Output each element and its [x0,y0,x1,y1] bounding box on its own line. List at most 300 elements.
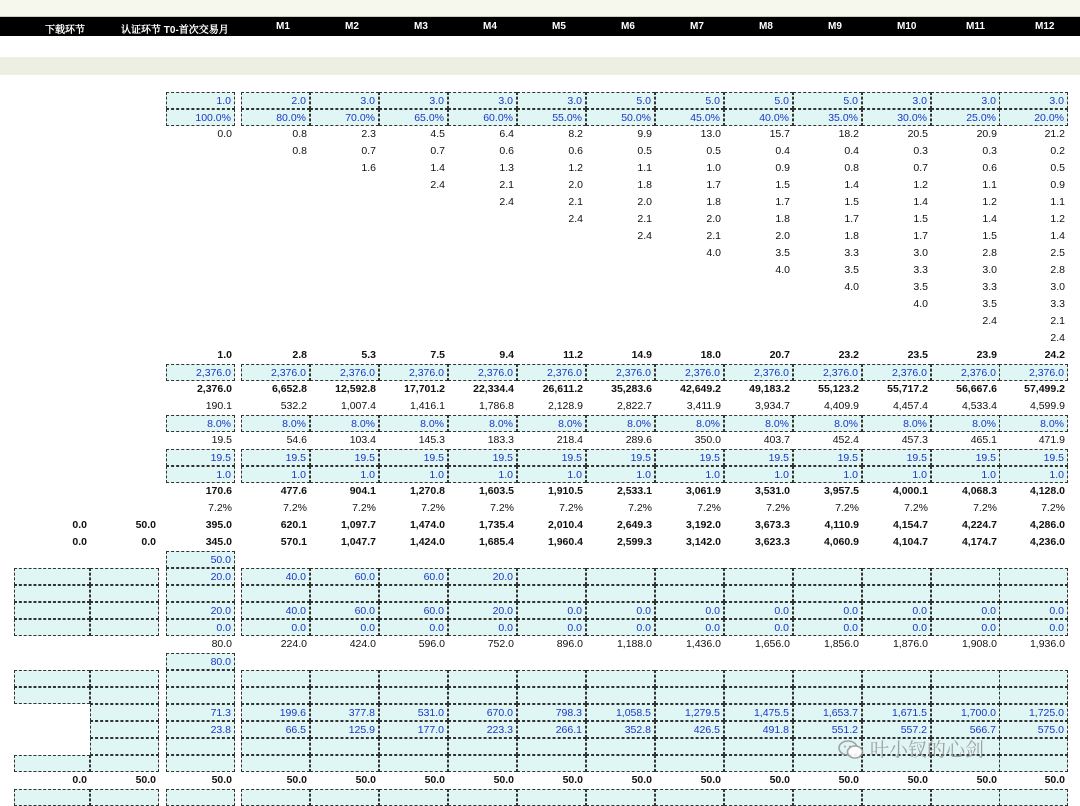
value-cell: 2.3 [361,128,376,140]
value-cell: 1,876.0 [892,638,928,650]
value-cell: 4,599.9 [1029,400,1065,412]
input-cell[interactable]: 8.0% [931,415,1000,432]
value-cell: 1.1 [1050,196,1065,208]
value-cell: 57,499.2 [1024,383,1065,395]
input-cell[interactable]: 566.7 [931,721,1000,738]
input-cell[interactable] [379,687,448,704]
input-cell[interactable] [724,755,793,772]
input-cell[interactable]: 0.0 [931,602,1000,619]
input-cell[interactable] [90,755,159,772]
value-cell: 145.3 [418,434,445,446]
input-cell[interactable] [793,687,862,704]
input-cell[interactable]: 670.0 [448,704,517,721]
value-cell: 1,047.7 [340,536,376,548]
input-cell[interactable]: 1,475.5 [724,704,793,721]
input-cell[interactable] [14,585,90,602]
input-cell[interactable] [724,738,793,755]
input-cell[interactable]: 55.0% [517,109,586,126]
input-cell[interactable]: 491.8 [724,721,793,738]
value-cell: 2.4 [430,179,445,191]
input-cell[interactable] [310,687,379,704]
input-cell[interactable]: 19.5 [586,449,655,466]
value-cell: 1,856.0 [823,638,859,650]
input-cell[interactable] [724,568,793,585]
input-cell[interactable]: 8.0% [241,415,310,432]
input-cell[interactable]: 0.0 [655,602,724,619]
input-cell[interactable] [90,602,159,619]
input-cell[interactable]: 531.0 [379,704,448,721]
input-cell[interactable]: 3.0 [517,92,586,109]
input-cell[interactable]: 575.0 [999,721,1068,738]
value-cell: 7.2% [490,502,514,514]
input-cell[interactable]: 2,376.0 [655,364,724,381]
input-cell[interactable] [166,585,235,602]
value-cell: 1.4 [1050,230,1065,242]
input-cell[interactable] [448,755,517,772]
input-cell[interactable] [448,687,517,704]
value-cell: 1,097.7 [340,519,376,531]
input-cell[interactable] [517,738,586,755]
input-cell[interactable] [793,568,862,585]
input-cell[interactable]: 8.0% [862,415,931,432]
value-cell: 4,533.4 [961,400,997,412]
input-cell[interactable] [517,568,586,585]
input-cell[interactable] [517,670,586,687]
input-cell[interactable] [14,687,90,704]
input-cell[interactable] [999,568,1068,585]
value-cell: 1.5 [982,230,997,242]
input-cell[interactable] [931,670,1000,687]
input-cell[interactable]: 1,653.7 [793,704,862,721]
input-cell[interactable] [999,585,1068,602]
input-cell[interactable] [90,670,159,687]
input-cell[interactable]: 80.0% [241,109,310,126]
input-cell[interactable] [310,670,379,687]
input-cell[interactable]: 19.5 [724,449,793,466]
value-cell: 1.2 [982,196,997,208]
input-cell[interactable] [999,670,1068,687]
input-cell[interactable]: 2,376.0 [724,364,793,381]
input-cell[interactable]: 2,376.0 [241,364,310,381]
value-cell: 1,910.5 [547,485,583,497]
input-cell[interactable]: 177.0 [379,721,448,738]
value-cell: 7.2% [973,502,997,514]
input-cell[interactable]: 2,376.0 [862,364,931,381]
input-cell[interactable] [586,670,655,687]
input-cell[interactable]: 0.0 [793,602,862,619]
input-cell[interactable] [655,670,724,687]
input-cell[interactable]: 1.0 [310,466,379,483]
input-cell[interactable]: 1,671.5 [862,704,931,721]
input-cell[interactable] [448,585,517,602]
input-cell[interactable]: 266.1 [517,721,586,738]
input-cell[interactable]: 8.0% [724,415,793,432]
input-cell[interactable]: 5.0 [586,92,655,109]
value-cell: 2.0 [775,230,790,242]
input-cell[interactable] [862,585,931,602]
input-cell[interactable]: 1.0 [586,466,655,483]
input-cell[interactable]: 8.0% [999,415,1068,432]
input-cell[interactable] [517,687,586,704]
input-cell[interactable] [241,755,310,772]
value-cell: 2.1 [568,196,583,208]
input-cell[interactable] [379,670,448,687]
input-cell[interactable] [14,670,90,687]
input-cell[interactable]: 2.0 [241,92,310,109]
input-cell[interactable]: 0.0 [999,602,1068,619]
input-cell[interactable]: 3.0 [931,92,1000,109]
input-cell[interactable] [655,568,724,585]
input-cell[interactable]: 19.5 [166,449,235,466]
value-cell: 26,611.2 [542,383,583,395]
value-cell: 2.4 [982,315,997,327]
input-cell[interactable]: 3.0 [999,92,1068,109]
value-cell: 0.7 [430,145,445,157]
value-cell: 0.8 [292,145,307,157]
input-cell[interactable] [379,755,448,772]
input-cell[interactable]: 2,376.0 [166,364,235,381]
input-cell[interactable]: 2,376.0 [310,364,379,381]
value-cell: 3,934.7 [754,400,790,412]
input-cell[interactable] [379,738,448,755]
value-cell: 0.0 [217,128,232,140]
input-cell[interactable]: 426.5 [655,721,724,738]
value-cell: 7.2% [559,502,583,514]
input-cell[interactable] [793,670,862,687]
input-cell[interactable] [655,755,724,772]
input-cell[interactable] [931,585,1000,602]
input-cell[interactable]: 8.0% [448,415,517,432]
input-cell[interactable]: 352.8 [586,721,655,738]
value-cell: 4,286.0 [1029,519,1065,531]
input-cell[interactable]: 60.0 [310,568,379,585]
input-cell[interactable]: 2,376.0 [931,364,1000,381]
input-cell[interactable]: 1,725.0 [999,704,1068,721]
value-cell: 0.9 [1050,179,1065,191]
value-cell: 1.1 [982,179,997,191]
input-cell[interactable] [90,568,159,585]
input-cell[interactable]: 19.5 [241,449,310,466]
input-cell[interactable] [241,670,310,687]
input-cell[interactable]: 20.0% [999,109,1068,126]
input-cell[interactable]: 1.0 [166,466,235,483]
input-cell[interactable]: 0.0 [793,619,862,636]
section-band [0,57,1080,75]
input-cell[interactable]: 2,376.0 [793,364,862,381]
input-cell[interactable]: 1.0 [379,466,448,483]
input-cell[interactable] [517,585,586,602]
input-cell[interactable] [999,738,1068,755]
input-cell[interactable] [14,568,90,585]
top-strip [0,0,1080,17]
value-cell: 4.0 [913,298,928,310]
input-cell[interactable]: 20.0 [166,568,235,585]
input-cell[interactable]: 1.0 [517,466,586,483]
value-cell: 7.2% [766,502,790,514]
input-cell[interactable] [166,738,235,755]
value-cell: 2.4 [1050,332,1065,344]
input-cell[interactable]: 19.5 [517,449,586,466]
input-cell[interactable]: 1.0 [241,466,310,483]
input-cell[interactable]: 19.5 [862,449,931,466]
input-cell[interactable]: 1.0 [931,466,1000,483]
value-cell: 1,936.0 [1029,638,1065,650]
input-cell[interactable] [724,687,793,704]
input-cell[interactable] [655,687,724,704]
input-cell[interactable]: 0.0 [999,619,1068,636]
input-cell[interactable]: 60.0% [448,109,517,126]
value-cell: 1.2 [1050,213,1065,225]
input-cell[interactable] [90,619,159,636]
value-cell: 3.5 [982,298,997,310]
input-cell[interactable]: 0.0 [517,619,586,636]
value-cell: 477.6 [280,485,307,497]
input-cell[interactable] [724,670,793,687]
value-cell: 3,957.5 [823,485,859,497]
input-cell[interactable] [90,585,159,602]
input-cell[interactable] [448,738,517,755]
input-cell[interactable] [862,670,931,687]
input-cell[interactable]: 1.0 [862,466,931,483]
input-cell[interactable]: 1,700.0 [931,704,1000,721]
input-cell[interactable] [793,585,862,602]
input-cell[interactable]: 50.0 [166,551,235,568]
input-cell[interactable]: 20.0 [166,602,235,619]
input-cell[interactable] [241,738,310,755]
input-cell[interactable]: 40.0 [241,568,310,585]
input-cell[interactable]: 551.2 [793,721,862,738]
value-cell: 1.7 [844,213,859,225]
input-cell[interactable]: 8.0% [655,415,724,432]
input-cell[interactable]: 8.0% [166,415,235,432]
input-cell[interactable]: 3.0 [379,92,448,109]
input-cell[interactable] [999,687,1068,704]
value-cell: 1.7 [706,179,721,191]
value-cell: 1,188.0 [616,638,652,650]
input-cell[interactable] [241,585,310,602]
input-cell[interactable]: 2,376.0 [517,364,586,381]
input-cell[interactable]: 30.0% [862,109,931,126]
input-cell[interactable]: 5.0 [724,92,793,109]
value-cell: 1.1 [637,162,652,174]
input-cell[interactable]: 2,376.0 [999,364,1068,381]
input-cell[interactable]: 20.0 [448,602,517,619]
input-cell[interactable]: 1,058.5 [586,704,655,721]
value-cell: 570.1 [280,536,307,548]
value-cell: 3.0 [1050,281,1065,293]
input-cell[interactable] [586,755,655,772]
value-cell: 7.2% [628,502,652,514]
input-cell[interactable]: 1,279.5 [655,704,724,721]
input-cell[interactable] [931,568,1000,585]
input-cell[interactable]: 65.0% [379,109,448,126]
value-cell: 4,224.7 [961,519,997,531]
input-cell[interactable]: 2,376.0 [379,364,448,381]
column-header-2: M1 [276,21,290,32]
value-cell: 7.2% [1041,502,1065,514]
input-cell[interactable]: 35.0% [793,109,862,126]
input-cell[interactable] [310,585,379,602]
input-cell[interactable] [90,738,159,755]
input-cell[interactable]: 19.5 [931,449,1000,466]
value-cell: 1.6 [361,162,376,174]
input-cell[interactable]: 60.0 [379,602,448,619]
input-cell[interactable] [586,585,655,602]
input-cell[interactable]: 0.0 [586,619,655,636]
input-cell[interactable]: 0.0 [448,619,517,636]
input-cell[interactable] [724,585,793,602]
input-cell[interactable]: 45.0% [655,109,724,126]
input-cell[interactable]: 19.5 [379,449,448,466]
value-cell: 1,270.8 [409,485,445,497]
value-cell: 20.9 [976,128,997,140]
input-cell[interactable]: 8.0% [517,415,586,432]
input-cell[interactable] [586,687,655,704]
input-cell[interactable]: 8.0% [379,415,448,432]
input-cell[interactable]: 40.0% [724,109,793,126]
input-cell[interactable] [14,602,90,619]
value-cell: 0.8 [292,128,307,140]
column-header-12: M11 [966,21,985,32]
input-cell[interactable]: 19.5 [793,449,862,466]
input-cell[interactable]: 1.0 [166,92,235,109]
input-cell[interactable]: 71.3 [166,704,235,721]
input-cell[interactable]: 0.0 [379,619,448,636]
input-cell[interactable]: 1.0 [724,466,793,483]
input-cell[interactable] [448,670,517,687]
input-cell[interactable]: 25.0% [931,109,1000,126]
input-cell[interactable]: 8.0% [586,415,655,432]
value-cell: 4,174.7 [961,536,997,548]
input-cell[interactable]: 1.0 [793,466,862,483]
value-cell: 24.2 [1044,349,1065,361]
input-cell[interactable] [517,755,586,772]
value-cell: 50.0 [135,774,156,786]
input-cell[interactable]: 80.0 [166,653,235,670]
input-cell[interactable]: 0.0 [931,619,1000,636]
input-cell[interactable]: 19.5 [310,449,379,466]
value-cell: 7.5 [430,349,445,361]
input-cell[interactable]: 0.0 [586,602,655,619]
value-cell: 2.4 [637,230,652,242]
input-cell[interactable] [379,585,448,602]
value-cell: 50.0 [976,774,997,786]
value-cell: 1,960.4 [547,536,583,548]
value-cell: 4.5 [430,128,445,140]
input-cell[interactable] [90,704,159,721]
input-cell[interactable] [90,687,159,704]
input-cell[interactable]: 8.0% [310,415,379,432]
input-cell[interactable]: 3.0 [448,92,517,109]
input-cell[interactable] [166,687,235,704]
input-cell[interactable] [310,755,379,772]
value-cell: 190.1 [205,400,232,412]
input-cell[interactable] [586,568,655,585]
input-cell[interactable]: 557.2 [862,721,931,738]
input-cell[interactable]: 50.0% [586,109,655,126]
input-cell[interactable] [166,755,235,772]
column-header-8: M7 [690,21,704,32]
input-cell[interactable]: 0.0 [655,619,724,636]
input-cell[interactable]: 66.5 [241,721,310,738]
input-cell[interactable] [586,738,655,755]
input-cell[interactable] [14,619,90,636]
value-cell: 1.2 [913,179,928,191]
input-cell[interactable] [862,687,931,704]
value-cell: 7.2% [283,502,307,514]
input-cell[interactable]: 40.0 [241,602,310,619]
input-cell[interactable]: 798.3 [517,704,586,721]
value-cell: 3,623.3 [754,536,790,548]
value-cell: 20.5 [907,128,928,140]
value-cell: 50.0 [838,774,859,786]
input-cell[interactable]: 19.5 [448,449,517,466]
input-cell[interactable]: 0.0 [517,602,586,619]
input-cell[interactable]: 377.8 [310,704,379,721]
input-cell[interactable] [655,585,724,602]
input-cell[interactable] [166,670,235,687]
value-cell: 23.2 [838,349,859,361]
input-cell[interactable]: 0.0 [862,619,931,636]
input-cell[interactable]: 20.0 [448,568,517,585]
input-cell[interactable]: 1.0 [655,466,724,483]
input-cell[interactable]: 8.0% [793,415,862,432]
value-cell: 50.0 [562,774,583,786]
value-cell: 452.4 [832,434,859,446]
input-cell[interactable]: 0.0 [310,619,379,636]
input-cell[interactable]: 1.0 [999,466,1068,483]
input-cell[interactable] [931,687,1000,704]
input-cell[interactable]: 1.0 [448,466,517,483]
input-cell[interactable]: 3.0 [862,92,931,109]
input-cell[interactable]: 5.0 [655,92,724,109]
input-cell[interactable]: 125.9 [310,721,379,738]
input-cell[interactable]: 23.8 [166,721,235,738]
value-cell: 218.4 [556,434,583,446]
input-cell[interactable]: 0.0 [166,619,235,636]
input-cell[interactable]: 70.0% [310,109,379,126]
input-cell[interactable] [310,738,379,755]
input-cell[interactable]: 60.0 [310,602,379,619]
input-cell[interactable] [14,755,90,772]
input-cell[interactable]: 0.0 [724,602,793,619]
value-cell: 35,283.6 [611,383,652,395]
input-cell[interactable]: 5.0 [793,92,862,109]
value-cell: 54.6 [286,434,307,446]
input-cell[interactable] [999,755,1068,772]
value-cell: 3.5 [913,281,928,293]
input-cell[interactable]: 0.0 [724,619,793,636]
input-cell[interactable]: 0.0 [862,602,931,619]
value-cell: 11.2 [563,349,583,361]
input-cell[interactable] [90,721,159,738]
value-cell: 4,060.9 [823,536,859,548]
input-cell[interactable]: 19.5 [655,449,724,466]
input-cell[interactable]: 19.5 [999,449,1068,466]
input-cell[interactable] [241,687,310,704]
input-cell[interactable]: 100.0% [166,109,235,126]
input-cell[interactable]: 223.3 [448,721,517,738]
column-header-10: M9 [828,21,842,32]
input-cell[interactable]: 2,376.0 [586,364,655,381]
input-cell[interactable]: 0.0 [241,619,310,636]
input-cell[interactable]: 199.6 [241,704,310,721]
input-cell[interactable] [862,568,931,585]
input-cell[interactable]: 3.0 [310,92,379,109]
input-cell[interactable]: 2,376.0 [448,364,517,381]
input-cell[interactable]: 60.0 [379,568,448,585]
input-cell[interactable] [655,738,724,755]
